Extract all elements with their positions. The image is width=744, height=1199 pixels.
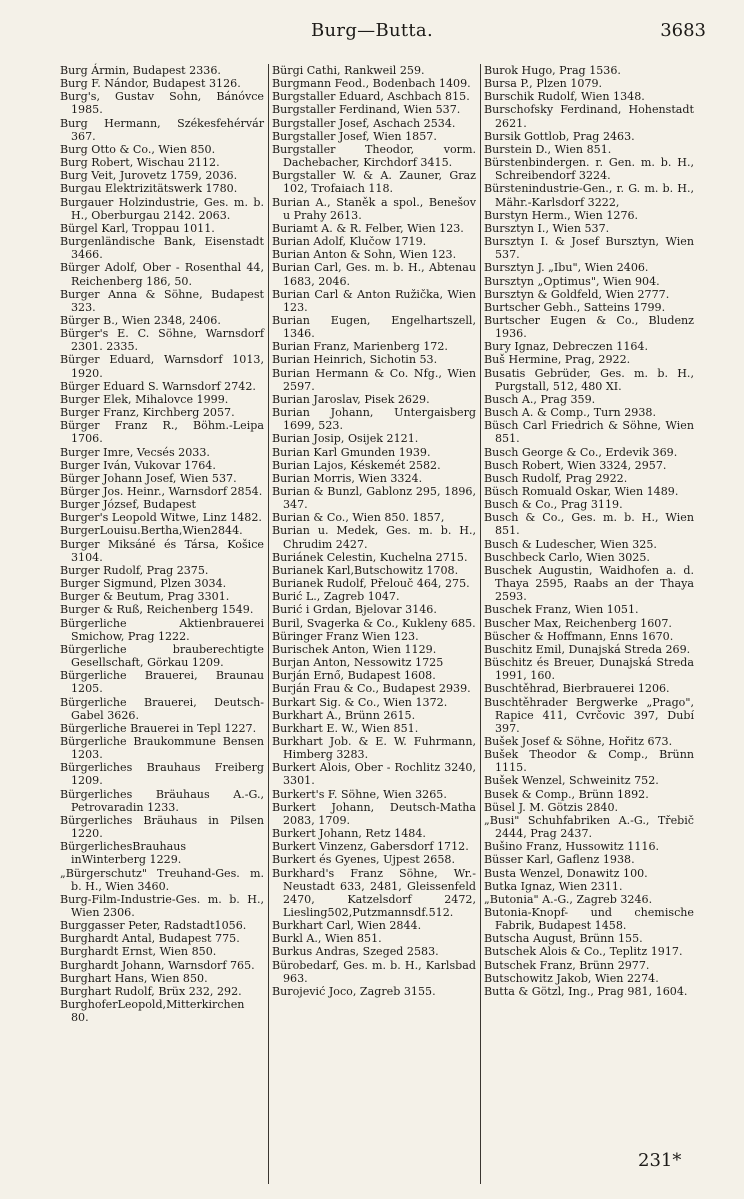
directory-entry: Bürger Johann Josef, Wien 537. [60, 471, 237, 485]
directory-entry: Butscha August, Brünn 155. [484, 932, 643, 946]
directory-entry: Bürgerliche Brauerei, Deutsch-Gabel 3626. [60, 695, 264, 722]
directory-entry: Bursztyn & Goldfeld, Wien 2777. [484, 287, 670, 301]
directory-entry: Busta Wenzel, Donawitz 100. [484, 866, 648, 880]
directory-entry: Burkhard's Franz Söhne, Wr.-Neustadt 633, 2481, Gleissenfeld 2470, Katzelsdorf 2472, Liesling502,Putzmannsdf.512. [272, 866, 476, 919]
directory-entry: Buschek Augustin, Waidhofen a. d. Thaya 2595, Raabs an der Thaya 2593. [484, 563, 694, 604]
directory-entry: Büsser Karl, Gaflenz 1938. [484, 853, 635, 867]
directory-entry: Burgstaller Josef, Wien 1857. [272, 129, 437, 143]
signature-mark: 231* [638, 1150, 682, 1171]
directory-entry: Burkhart Job. & E. W. Fuhrmann, Himberg 3283. [272, 734, 476, 762]
directory-entry: Burstein D., Wien 851. [484, 142, 612, 156]
directory-entry: Busek & Comp., Brünn 1892. [484, 787, 649, 801]
page-title: Burg—Butta. [311, 20, 433, 41]
directory-entry: Burgauer Holzindustrie, Ges. m. b. H., Oberburgau 2142. 2063. [60, 195, 264, 222]
directory-entry: Bušino Franz, Hussowitz 1116. [484, 840, 660, 854]
directory-entry: Busch & Co., Prag 3119. [484, 498, 623, 512]
directory-entry: Burgenländische Bank, Eisenstadt 3466. [60, 235, 264, 262]
directory-entry: Burian Eugen, Engelhartszell, 1346. [272, 313, 476, 341]
directory-entry: Büscher & Hoffmann, Enns 1670. [484, 629, 674, 643]
directory-entry: Burgstaller Josef, Aschach 2534. [272, 116, 456, 130]
directory-entry: Bürger Eduard, Warnsdorf 1013, 1920. [60, 353, 264, 380]
directory-entry: Burian Karl Gmunden 1939. [272, 445, 431, 459]
directory-entry: Burian Johann, Untergaisberg 1699, 523. [272, 406, 476, 433]
directory-entry: Burg Robert, Wischau 2112. [60, 156, 220, 170]
directory-entry: Buschtěhrad, Bierbrauerei 1206. [484, 682, 670, 696]
directory-entry: Burján Ernő, Budapest 1608. [272, 669, 436, 683]
directory-entry: Bury Ignaz, Debreczen 1164. [484, 340, 649, 354]
directory-entry: Burger's Leopold Witwe, Linz 1482. [60, 511, 262, 525]
directory-entry: Buschek Franz, Wien 1051. [484, 603, 639, 617]
column-divider [268, 64, 269, 1184]
directory-entry: Bürgerliche Brauerei in Tepl 1227. [60, 721, 257, 735]
directory-entry: Burger Miksáné és Társa, Košice 3104. [60, 537, 264, 564]
directory-entry: Busch Rudolf, Prag 2922. [484, 471, 628, 485]
directory-entry: Bušek Theodor & Comp., Brünn 1115. [484, 748, 694, 775]
directory-entry: Buscher Max, Reichenberg 1607. [484, 616, 672, 630]
directory-entry: Burkert Alois, Ober - Rochlitz 3240, 3301. [272, 761, 476, 788]
directory-entry: Burtscher Eugen & Co., Bludenz 1936. [484, 313, 694, 341]
directory-entry: Bürger Franz R., Böhm.-Leipa 1706. [60, 419, 264, 446]
directory-entry: Burschik Rudolf, Wien 1348. [484, 90, 645, 104]
directory-entry: Burtscher Gebh., Satteins 1799. [484, 300, 666, 314]
directory-entry: Burkert és Gyenes, Ujpest 2658. [272, 853, 456, 867]
directory-entry: Burkhart Carl, Wien 2844. [272, 919, 422, 933]
directory-entry: Burian Josip, Osijek 2121. [272, 432, 419, 446]
directory-entry: Burghardt Ernst, Wien 850. [60, 945, 217, 959]
directory-entry: Bürstenindustrie-Gen., r. G. m. b. H., Mähr.-Karlsdorf 3222, [484, 182, 694, 209]
directory-entry: Burstyn Herm., Wien 1276. [484, 208, 639, 222]
directory-entry: Burian & Bunzl, Gablonz 295, 1896, 347. [272, 485, 476, 512]
directory-entry: Burg Ármin, Budapest 2336. [60, 64, 221, 77]
directory-entry: Burger & Beutum, Prag 3301. [60, 590, 230, 604]
directory-entry: Burger Imre, Vecsés 2033. [60, 445, 210, 459]
directory-entry: Burján Frau & Co., Budapest 2939. [272, 682, 471, 696]
directory-entry: Burjan Anton, Nessowitz 1725 [272, 656, 444, 670]
directory-entry: Butka Ignaz, Wien 2311. [484, 879, 623, 893]
directory-entry: Buschbeck Carlo, Wien 3025. [484, 550, 650, 564]
directory-entry: Busch A. & Comp., Turn 2938. [484, 406, 656, 420]
directory-entry: Burianek Rudolf, Přelouč 464, 275. [272, 577, 470, 591]
directory-entry: Buschtěhrader Bergwerke „Prago", Rapice 411, Cvrčovic 397, Dubí 397. [484, 695, 694, 735]
directory-entry: Bürstenbindergen. r. Gen. m. b. H., Schreibendorf 3224. [484, 156, 694, 183]
directory-entry: Burkert Vinzenz, Gabersdorf 1712. [272, 840, 469, 854]
directory-entry: Burghardt Johann, Warnsdorf 765. [60, 958, 255, 972]
page-header [0, 20, 744, 50]
directory-entry: Burg Otto & Co., Wien 850. [60, 142, 216, 156]
directory-entry: Bursa P., Plzen 1079. [484, 77, 603, 91]
directory-entry: Burian Jaroslav, Pisek 2629. [272, 392, 430, 406]
directory-entry: Bürger Eduard S. Warnsdorf 2742. [60, 379, 256, 393]
directory-entry: „Butonia" A.-G., Zagreb 3246. [484, 892, 653, 906]
directory-entry: Bürgerliche Braukommune Bensen 1203. [60, 734, 264, 762]
directory-entry: Burghart Rudolf, Brüx 232, 292. [60, 984, 242, 998]
directory-entry: Bürgerliches Bräuhaus A.-G., Petrovaradin 1233. [60, 787, 264, 814]
directory-entry: Bursztyn J. „Ibu", Wien 2406. [484, 261, 649, 275]
directory-entry: Burger Rudolf, Prag 2375. [60, 563, 209, 577]
directory-entry: „Bürgerschutz" Treuhand-Ges. m. b. H., Wien 3460. [60, 866, 264, 893]
directory-entry: BurgerLouisu.Bertha,Wien2844. [60, 524, 243, 538]
directory-entry: Bursztyn I. & Josef Bursztyn, Wien 537. [484, 235, 694, 262]
directory-entry: Burger József, Budapest [60, 498, 196, 512]
directory-entry: Burian Lajos, Késkemét 2582. [272, 458, 441, 472]
directory-entry: BürgerlichesBrauhaus inWinterberg 1229. [60, 840, 187, 867]
directory-entry: Burischek Anton, Wien 1129. [272, 642, 437, 656]
directory-entry: Burkhart A., Brünn 2615. [272, 708, 416, 722]
directory-entry: Burg F. Nándor, Budapest 3126. [60, 77, 241, 91]
directory-entry: Burkert Johann, Deutsch-Matha 2083, 1709. [272, 800, 476, 827]
directory-entry: Burianek Karl,Butschowitz 1708. [272, 563, 459, 577]
directory-entry: Bürgel Karl, Troppau 1011. [60, 221, 215, 235]
directory-entry: Busch Robert, Wien 3324, 2957. [484, 458, 667, 472]
directory-entry: Burian Adolf, Klučow 1719. [272, 235, 427, 249]
directory-entry: Buš Hermine, Prag, 2922. [484, 353, 631, 367]
directory-entry: Burger Franz, Kirchberg 2057. [60, 406, 235, 420]
directory-entry: Büringer Franz Wien 123. [272, 629, 419, 643]
directory-entry: Burian Franz, Marienberg 172. [272, 340, 448, 354]
directory-entry: „Busi" Schuhfabriken A.-G., Třebič 2444, Prag 2437. [484, 813, 694, 841]
directory-entry: Burkert's F. Söhne, Wien 3265. [272, 787, 447, 801]
directory-entry: Burger Sigmund, Plzen 3034. [60, 577, 227, 591]
directory-entry: Burian Carl & Anton Ružička, Wien 123. [272, 287, 476, 314]
directory-column-1 [60, 64, 264, 1024]
directory-entry: Busch & Co., Ges. m. b. H., Wien 851. [484, 511, 694, 538]
directory-entry: Bürobedarf, Ges. m. b. H., Karlsbad 963. [272, 958, 476, 985]
directory-entry: Burggasser Peter, Radstadt1056. [60, 919, 247, 933]
directory-entry: Burkl A., Wien 851. [272, 932, 382, 946]
directory-entry: Burkert Johann, Retz 1484. [272, 827, 426, 841]
directory-entry: Burger Anna & Söhne, Budapest 323. [60, 287, 264, 314]
directory-entry: Bursztyn I., Wien 537. [484, 221, 610, 235]
directory-entry: Busch & Ludescher, Wien 325. [484, 537, 657, 551]
directory-entry: Burojević Joco, Zagreb 3155. [272, 984, 436, 998]
directory-entry: Burger Iván, Vukovar 1764. [60, 458, 216, 472]
directory-entry: Busatis Gebrüder, Ges. m. b. H., Purgstall, 512, 480 XI. [484, 366, 694, 393]
directory-entry: Bürgerliche brauberechtigte Gesellschaft, Görkau 1209. [60, 642, 264, 670]
directory-entry: Burschofsky Ferdinand, Hohenstadt 2621. [484, 103, 694, 130]
directory-entry: Bürgi Cathi, Rankweil 259. [272, 64, 425, 77]
directory-entry: Burian Hermann & Co. Nfg., Wien 2597. [272, 366, 476, 393]
directory-entry: Bürgerliche Aktienbrauerei Smichow, Prag 1222. [60, 616, 264, 643]
directory-entry: Butonia-Knopf- und chemische Fabrik, Budapest 1458. [484, 906, 694, 933]
directory-entry: Bušek Josef & Söhne, Hořitz 673. [484, 734, 673, 748]
directory-entry: Bürgerliche Brauerei, Braunau 1205. [60, 669, 264, 696]
directory-entry: Burghart Hans, Wien 850. [60, 971, 208, 985]
directory-entry: Burg Veit, Jurovetz 1759, 2036. [60, 169, 238, 183]
directory-entry: Busch A., Prag 359. [484, 392, 596, 406]
directory-entry: Butschek Franz, Brünn 2977. [484, 958, 650, 972]
directory-entry: Büsel J. M. Götzis 2840. [484, 800, 619, 814]
directory-entry: Burian Anton & Sohn, Wien 123. [272, 248, 457, 262]
directory-entry: Burian u. Medek, Ges. m. b. H., Chrudim 2427. [272, 524, 476, 551]
directory-entry: Buriánek Celestin, Kuchelna 2715. [272, 550, 468, 564]
directory-entry: Burian & Co., Wien 850. 1857, [272, 511, 445, 525]
directory-entry: Burgmann Feod., Bodenbach 1409. [272, 77, 471, 91]
directory-entry: Burkhart E. W., Wien 851. [272, 721, 419, 735]
directory-entry: Butta & Götzl, Ing., Prag 981, 1604. [484, 984, 688, 998]
directory-entry: Bursztyn „Optimus", Wien 904. [484, 274, 660, 288]
directory-entry: Burg-Film-Industrie-Ges. m. b. H., Wien 2306. [60, 892, 264, 919]
directory-entry: Butschek Alois & Co., Teplitz 1917. [484, 945, 683, 959]
directory-entry: Buschitz Emil, Dunajská Streda 269. [484, 642, 691, 656]
directory-entry: Bürger Jos. Heinr., Warnsdorf 2854. [60, 485, 263, 498]
column-divider [480, 64, 481, 1184]
directory-entry: Bušek Wenzel, Schweinitz 752. [484, 774, 659, 788]
directory-entry: Burian Carl, Ges. m. b. H., Abtenau 1683, 2046. [272, 261, 476, 288]
directory-entry: Bürger B., Wien 2348, 2406. [60, 313, 221, 327]
page-number: 3683 [660, 20, 706, 41]
directory-entry: Burghardt Antal, Budapest 775. [60, 932, 240, 946]
directory-entry: Burian Heinrich, Sichotin 53. [272, 353, 438, 367]
directory-entry: Burger Elek, Mihalovce 1999. [60, 392, 229, 406]
directory-entry: Burgstaller Eduard, Aschbach 815. [272, 90, 470, 104]
directory-entry: Buriamt A. & R. Felber, Wien 123. [272, 221, 464, 235]
directory-entry: Büsch Romuald Oskar, Wien 1489. [484, 485, 679, 498]
directory-entry: Burok Hugo, Prag 1536. [484, 64, 621, 77]
directory-entry: Burkus Andras, Szeged 2583. [272, 945, 439, 959]
directory-entry: Büschitz és Breuer, Dunajská Streda 1991, 160. [484, 656, 694, 683]
directory-entry: Burić i Grdan, Bjelovar 3146. [272, 603, 437, 617]
directory-entry: Burgstaller W. & A. Zauner, Graz 102, Trofaiach 118. [272, 169, 476, 196]
directory-entry: Burian A., Staněk a spol., Benešov u Prahy 2613. [272, 195, 476, 222]
directory-entry: Bürgerliches Brauhaus Freiberg 1209. [60, 761, 264, 788]
directory-entry: Burgstaller Ferdinand, Wien 537. [272, 103, 461, 117]
directory-entry: Burgau Elektrizitätswerk 1780. [60, 182, 238, 196]
directory-entry: Butschowitz Jakob, Wien 2274. [484, 971, 659, 985]
directory-entry: Burg's, Gustav Sohn, Bánóvce 1985. [60, 90, 264, 117]
directory-entry: Buril, Svagerka & Co., Kukleny 685. [272, 616, 476, 630]
directory-entry: Burger & Ruß, Reichenberg 1549. [60, 603, 254, 617]
directory-entry: BurghoferLeopold,Mitterkirchen 80. [60, 998, 245, 1025]
directory-entry: Burkart Sig. & Co., Wien 1372. [272, 695, 448, 709]
directory-column-3 [484, 64, 694, 998]
directory-entry: Burg Hermann, Székesfehérvár 367. [60, 116, 264, 143]
directory-entry: Bürgerliches Bräuhaus in Pilsen 1220. [60, 813, 264, 841]
directory-entry: Bürger Adolf, Ober - Rosenthal 44, Reichenberg 186, 50. [60, 261, 264, 288]
directory-entry: Busch George & Co., Erdevik 369. [484, 445, 678, 459]
directory-column-2 [272, 64, 476, 998]
directory-entry: Bursik Gottlob, Prag 2463. [484, 129, 635, 143]
directory-entry: Bürger's E. C. Söhne, Warnsdorf 2301. 2335. [60, 327, 264, 354]
directory-entry: Burian Morris, Wien 3324. [272, 471, 423, 485]
directory-entry: Büsch Carl Friedrich & Söhne, Wien 851. [484, 419, 694, 446]
directory-entry: Burgstaller Theodor, vorm. Dachebacher, Kirchdorf 3415. [272, 142, 476, 170]
directory-entry: Burić L., Zagreb 1047. [272, 590, 400, 604]
